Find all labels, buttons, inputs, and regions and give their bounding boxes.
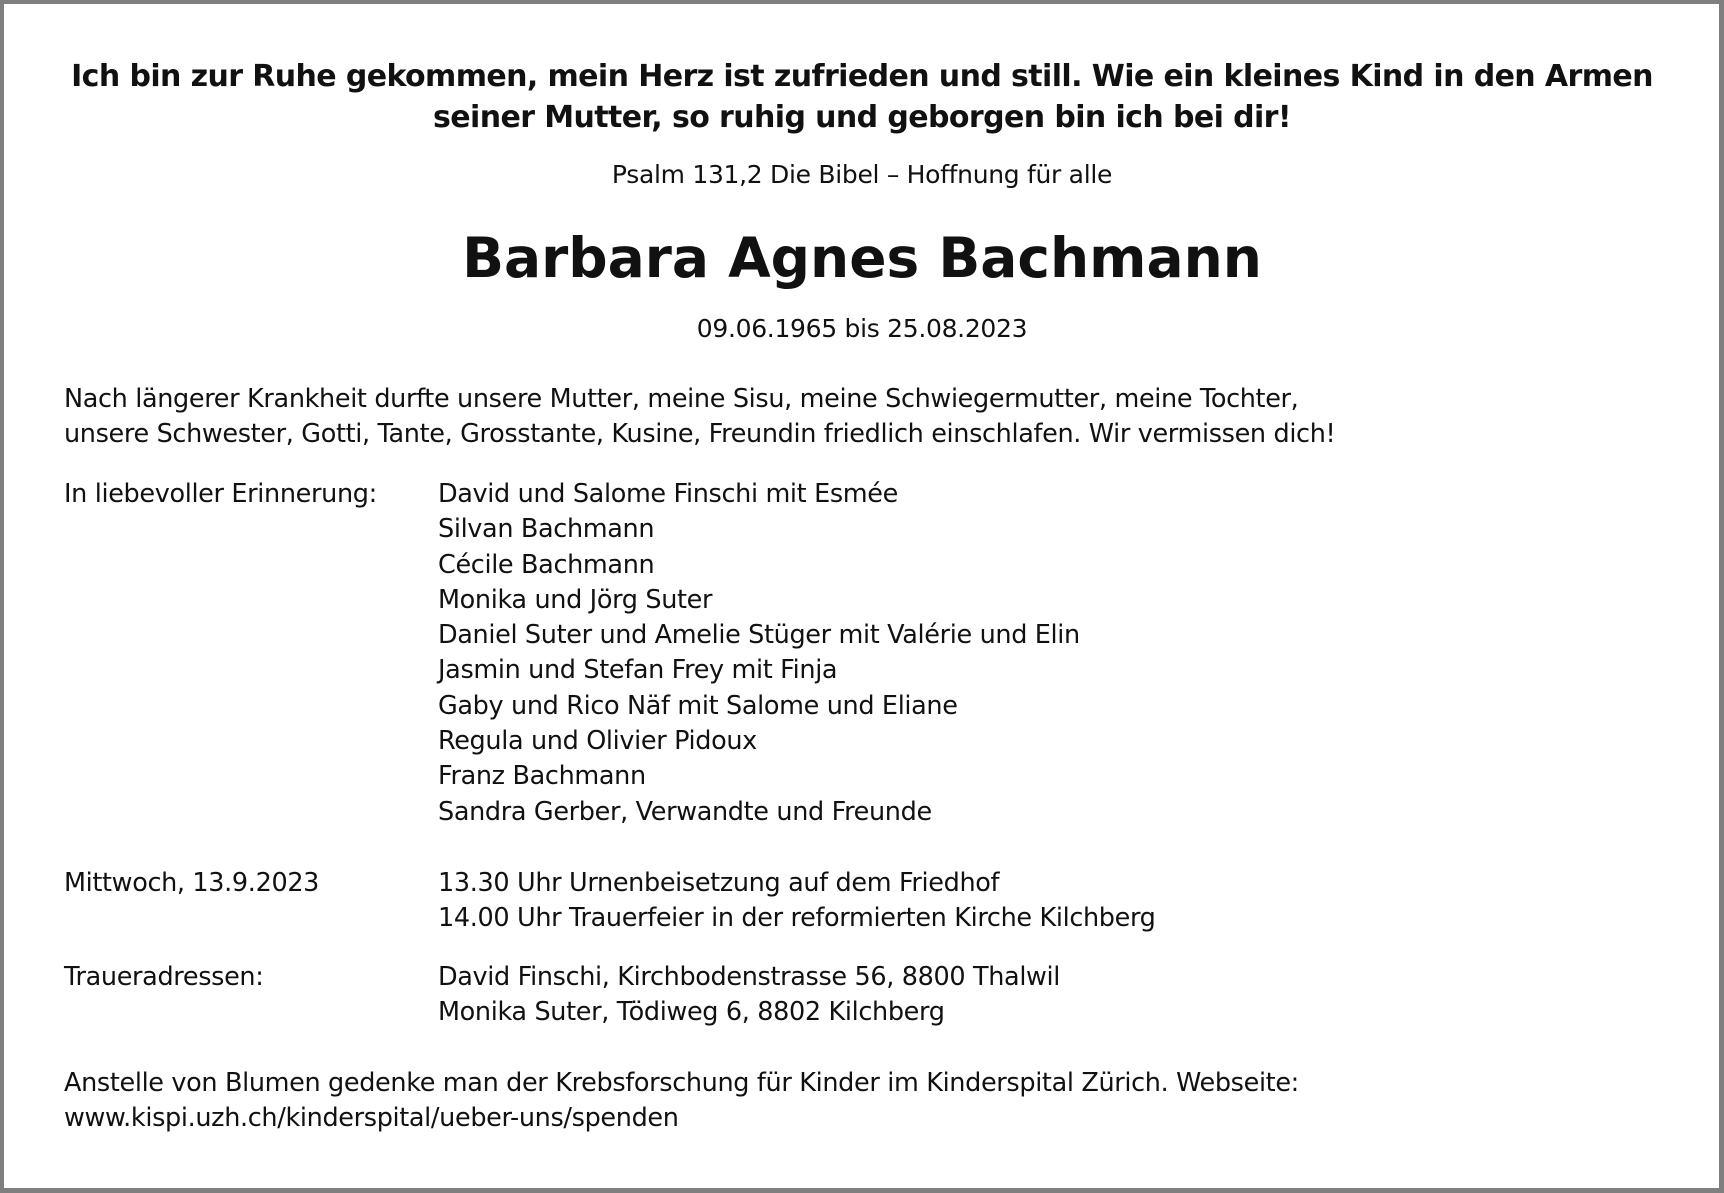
- bible-quote: [0, 56, 1724, 138]
- announcement-line-1: Nach längerer Krankheit durfte unsere Mutter, meine Sisu, meine Schwiegermutter, meine Tochter,: [64, 384, 1299, 414]
- mourners-list: [438, 477, 1080, 830]
- mourner-item: David und Salome Finschi mit Esmée: [438, 479, 898, 509]
- addresses-list: [438, 960, 1060, 1031]
- announcement-text: [64, 382, 1335, 453]
- address-item: David Finschi, Kirchbodenstrasse 56, 8800 Thalwil: [438, 962, 1061, 992]
- donation-url: www.kispi.uzh.ch/kinderspital/ueber-uns/spenden: [64, 1103, 679, 1134]
- mourner-item: Jasmin und Stefan Frey mit Finja: [438, 655, 838, 686]
- donation-text: Anstelle von Blumen gedenke man der Krebsforschung für Kinder im Kinderspital Zürich. Webseite:: [64, 1068, 1299, 1098]
- ceremony-event: 14.00 Uhr Trauerfeier in der reformierten Kirche Kilchberg: [438, 903, 1156, 934]
- announcement-line-2: unsere Schwester, Gotti, Tante, Grosstante, Kusine, Freundin friedlich einschlafen. Wir vermissen dich!: [64, 419, 1336, 450]
- life-dates: 09.06.1965 bis 25.08.2023: [696, 314, 1028, 343]
- ceremony-events: [438, 866, 1156, 937]
- address-item: Monika Suter, Tödiweg 6, 8802 Kilchberg: [438, 997, 945, 1028]
- mourner-item: Sandra Gerber, Verwandte und Freunde: [438, 796, 932, 827]
- donation-note: [64, 1066, 1299, 1137]
- mourner-item: Silvan Bachmann: [438, 514, 655, 545]
- mourner-item: Daniel Suter und Amelie Stüger mit Valérie und Elin: [438, 620, 1080, 651]
- mourner-item: Franz Bachmann: [438, 761, 646, 792]
- mourner-item: Regula und Olivier Pidoux: [438, 726, 757, 757]
- mourner-item: Gaby und Rico Näf mit Salome und Eliane: [438, 690, 958, 721]
- ceremony-event: 13.30 Uhr Urnenbeisetzung auf dem Friedhof: [438, 868, 1000, 898]
- mourner-item: Cécile Bachmann: [438, 549, 655, 580]
- quote-source: Psalm 131,2 Die Bibel – Hoffnung für alle: [611, 160, 1113, 189]
- mourner-item: Monika und Jörg Suter: [438, 584, 713, 615]
- quote-line-1: Ich bin zur Ruhe gekommen, mein Herz ist zufrieden und still. Wie ein kleines Kind in den Armen: [71, 59, 1653, 94]
- ceremony-date: Mittwoch, 13.9.2023: [64, 868, 320, 898]
- deceased-name: Barbara Agnes Bachmann: [462, 226, 1262, 290]
- quote-line-2: seiner Mutter, so ruhig und geborgen bin ich bei dir!: [433, 100, 1291, 135]
- mourners-label: In liebevoller Erinnerung:: [64, 479, 377, 509]
- addresses-label: Traueradressen:: [64, 962, 264, 992]
